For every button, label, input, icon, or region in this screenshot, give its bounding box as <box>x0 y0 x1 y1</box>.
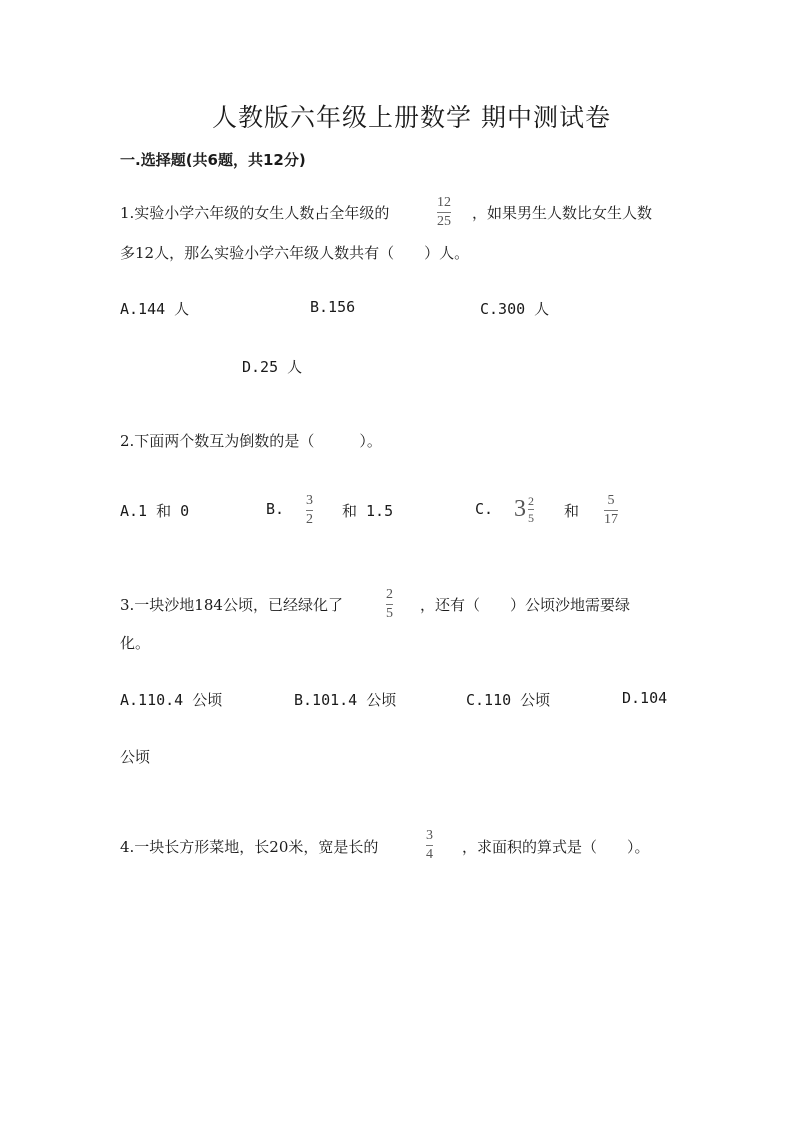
q2-option-c-fraction-bar <box>528 509 534 510</box>
q1-fraction <box>437 196 451 229</box>
q2-option-c-fraction-2-numerator: 5 <box>607 493 615 508</box>
q2-option-b-label[interactable]: B. <box>266 500 285 518</box>
q2-option-c-label[interactable]: C. <box>475 500 494 518</box>
q1-option-d[interactable]: D.25 人 <box>242 358 303 376</box>
q2-option-b-numerator: 3 <box>306 493 313 508</box>
q4-fraction <box>426 829 433 862</box>
q4-fraction-bar <box>426 845 433 846</box>
q1-text-line1: 1.实验小学六年级的女生人数占全年级的 <box>120 204 390 222</box>
q1-fraction-numerator: 12 <box>437 195 451 210</box>
q2-option-c-fraction-2-denominator: 17 <box>604 512 618 527</box>
q1-option-c[interactable]: C.300 人 <box>480 300 550 318</box>
q1-fraction-bar <box>437 212 451 213</box>
q3-fraction-bar <box>386 604 393 605</box>
q2-option-c-fraction-2 <box>604 494 618 527</box>
q2-text: 2.下面两个数互为倒数的是（ ）。 <box>120 432 382 450</box>
page-title: 人教版六年级上册数学 期中测试卷 <box>212 103 611 132</box>
q4-fraction-numerator: 3 <box>426 828 433 843</box>
q3-text-line1-tail: ，还有（ ）公顷沙地需要绿 <box>420 596 631 614</box>
q1-option-a[interactable]: A.144 人 <box>120 300 190 318</box>
q3-option-c[interactable]: C.110 公顷 <box>466 691 551 709</box>
q3-option-b[interactable]: B.101.4 公顷 <box>294 691 397 709</box>
q4-text-tail: ，求面积的算式是（ ）。 <box>462 838 650 856</box>
q3-option-d-wrap: 公顷 <box>120 748 151 766</box>
q3-text-line1: 3.一块沙地184公顷，已经绿化了 <box>120 596 343 614</box>
q3-fraction <box>386 588 393 621</box>
q3-option-d[interactable]: D.104 <box>622 689 668 707</box>
q2-option-c-and: 和 <box>564 502 580 520</box>
q3-option-a[interactable]: A.110.4 公顷 <box>120 691 223 709</box>
q4-text: 4.一块长方形菜地，长20米，宽是长的 <box>120 838 379 856</box>
q2-option-c-denominator: 5 <box>528 511 534 525</box>
section-heading: 一.选择题(共6题，共12分) <box>120 151 306 169</box>
q3-fraction-numerator: 2 <box>386 587 393 602</box>
q3-fraction-denominator: 5 <box>386 606 393 621</box>
q2-option-c-fraction <box>528 495 534 524</box>
q2-option-c-numerator: 2 <box>528 494 534 508</box>
q2-option-b-tail: 和 1.5 <box>342 502 394 520</box>
q4-fraction-denominator: 4 <box>426 847 433 862</box>
q2-option-c-whole: 3 <box>514 496 526 522</box>
q2-option-c-mixed-number <box>514 495 534 524</box>
q2-option-a[interactable]: A.1 和 0 <box>120 502 190 520</box>
q1-option-b[interactable]: B.156 <box>310 298 356 316</box>
q3-text-line2: 化。 <box>120 634 151 652</box>
q1-fraction-denominator: 25 <box>437 214 451 229</box>
q2-option-b-fraction-bar <box>306 510 313 511</box>
q1-text-line2: 多12人，那么实验小学六年级人数共有（ ）人。 <box>120 244 470 262</box>
q2-option-c-fraction-2-bar <box>604 510 618 511</box>
q2-option-b-fraction <box>306 494 313 527</box>
q1-text-line1-tail: ，如果男生人数比女生人数 <box>472 204 653 222</box>
q2-option-b-denominator: 2 <box>306 512 313 527</box>
